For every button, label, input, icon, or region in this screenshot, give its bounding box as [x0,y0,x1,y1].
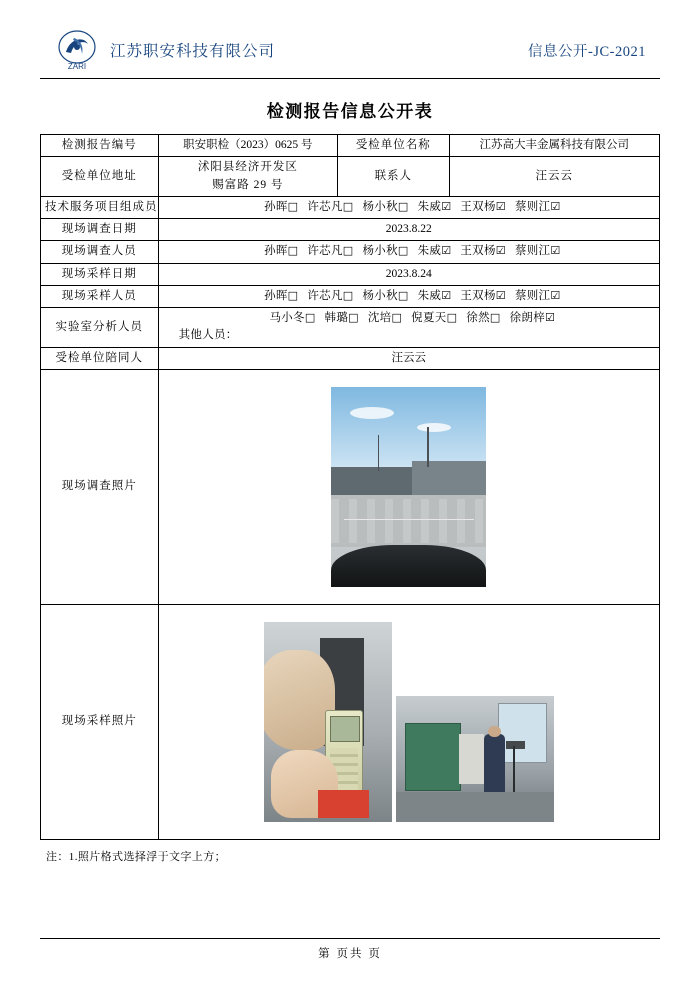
staff-name: 沈培 [367,312,392,324]
checkbox-checked-icon[interactable]: ☑ [441,288,452,302]
table-row [41,285,660,307]
staff-name: 蔡则江 [514,289,551,302]
staff-name: 孙晖 [264,200,288,213]
staff-name: 王双杨 [460,245,496,258]
staff-checkbox-item[interactable] [307,290,353,302]
checkbox-checked-icon[interactable]: ☑ [495,288,506,302]
checkbox-checked-icon[interactable]: ☑ [545,311,556,324]
checkbox-unchecked-icon[interactable]: □ [287,288,299,302]
sampling-date-label: 现场采样日期 [41,263,159,285]
staff-name: 徐然 [466,312,490,324]
lab-staff-label: 实验室分析人员 [41,308,159,348]
accompany-value: 汪云云 [158,347,659,369]
staff-checkbox-item[interactable] [368,312,402,324]
staff-checkbox-item[interactable] [460,290,506,302]
sampling-staff-label: 现场采样人员 [41,285,159,307]
staff-checkbox-item[interactable] [515,290,561,302]
staff-checkbox-item[interactable] [460,201,506,213]
lab-staff-list [179,310,655,327]
address-label: 受检单位地址 [41,157,159,197]
table-row [41,347,660,369]
staff-checkbox-item[interactable] [418,201,452,213]
document-footer [40,938,660,961]
checkbox-unchecked-icon[interactable]: □ [342,288,354,302]
staff-name: 杨小秋 [362,200,398,213]
checkbox-unchecked-icon[interactable]: □ [342,199,354,213]
address-line-2: 赐富路 29 号 [212,178,284,191]
checkbox-checked-icon[interactable]: ☑ [550,288,561,302]
workshop-sampling-photo [396,696,554,822]
sampling-photo-cell [158,604,659,839]
staff-name: 朱威 [417,289,442,302]
staff-checkbox-item[interactable] [362,245,408,257]
checkbox-checked-icon[interactable]: ☑ [495,199,506,213]
lab-staff-cell [158,308,659,348]
report-info-table [40,134,660,840]
checkbox-checked-icon[interactable]: ☑ [550,244,561,258]
staff-name: 许芯凡 [307,289,343,302]
sampling-photo-label: 现场采样照片 [41,604,159,839]
checkbox-unchecked-icon[interactable]: □ [489,311,501,324]
sound-level-meter-photo [264,622,392,822]
client-label: 受检单位名称 [338,135,449,157]
staff-name: 蔡则江 [514,245,551,258]
report-no-label: 检测报告编号 [41,135,159,157]
staff-name: 马小冬 [269,312,305,324]
survey-photo-wrap [165,387,653,587]
staff-checkbox-item[interactable] [515,201,561,213]
contact-label: 联系人 [338,157,449,197]
staff-checkbox-item[interactable] [307,245,353,257]
staff-checkbox-item[interactable] [264,245,298,257]
sampling-date-value: 2023.8.24 [158,263,659,285]
survey-photo-cell [158,369,659,604]
staff-name: 倪夏天 [411,312,447,324]
staff-name: 孙晖 [264,289,288,302]
checkbox-unchecked-icon[interactable]: □ [446,311,458,324]
checkbox-unchecked-icon[interactable]: □ [287,244,299,258]
staff-checkbox-item[interactable] [362,290,408,302]
checkbox-checked-icon[interactable]: ☑ [550,199,561,213]
address-line-1: 沭阳县经济开发区 [197,161,298,174]
report-no-value: 职安职检（2023）0625 号 [158,135,338,157]
staff-name: 杨小秋 [362,245,398,258]
checkbox-checked-icon[interactable]: ☑ [495,244,506,258]
table-row [41,219,660,241]
client-value: 江苏高大丰金属科技有限公司 [449,135,659,157]
staff-checkbox-item[interactable] [307,201,353,213]
staff-name: 王双杨 [460,289,496,302]
address-value [158,157,338,197]
staff-checkbox-item[interactable] [411,312,457,324]
staff-name: 孙晖 [264,245,288,258]
contact-value: 汪云云 [449,157,659,197]
table-note: 注：1.照片格式选择浮于文字上方； [46,850,227,863]
checkbox-checked-icon[interactable]: ☑ [441,244,452,258]
page-title: 检测报告信息公开表 [266,102,434,121]
staff-checkbox-item[interactable] [466,312,500,324]
svg-text:ZARI: ZARI [67,62,87,71]
table-row [41,135,660,157]
checkbox-unchecked-icon[interactable]: □ [304,311,316,324]
staff-name: 徐朗梓 [509,312,545,324]
staff-name: 许芯凡 [307,245,343,258]
staff-checkbox-item[interactable] [269,312,315,324]
staff-checkbox-item[interactable] [325,312,359,324]
staff-checkbox-item[interactable] [460,245,506,257]
survey-staff-label: 现场调查人员 [41,241,159,263]
staff-checkbox-item[interactable] [418,245,452,257]
table-row [41,196,660,218]
checkbox-unchecked-icon[interactable]: □ [348,311,359,324]
survey-photo-label: 现场调查照片 [41,369,159,604]
staff-checkbox-item[interactable] [510,312,556,324]
sampling-staff-cell [158,285,659,307]
document-code: 信息公开-JC-2021 [528,43,646,60]
checkbox-unchecked-icon[interactable]: □ [397,288,409,302]
sampling-photo-wrap [165,622,653,822]
staff-name: 蔡则江 [514,200,551,213]
survey-site-photo [331,387,486,587]
team-members-cell [158,196,659,218]
document-header [40,28,660,79]
staff-name: 朱威 [417,200,442,213]
table-row [41,263,660,285]
page-number: 第 页共 页 [40,938,660,961]
company-logo-icon [54,28,100,72]
staff-checkbox-item[interactable] [362,201,408,213]
company-name: 江苏职安科技有限公司 [110,43,276,60]
checkbox-unchecked-icon[interactable]: □ [342,244,354,258]
accompany-label: 受检单位陪同人 [41,347,159,369]
staff-checkbox-item[interactable] [418,290,452,302]
staff-checkbox-item[interactable] [515,245,561,257]
table-row [41,308,660,348]
staff-checkbox-item[interactable] [264,201,298,213]
checkbox-unchecked-icon[interactable]: □ [397,199,409,213]
checkbox-unchecked-icon[interactable]: □ [287,199,299,213]
staff-name: 韩璐 [324,312,349,324]
survey-date-value: 2023.8.22 [158,219,659,241]
staff-checkbox-item[interactable] [264,290,298,302]
header-left-group [54,28,275,72]
table-row [41,369,660,604]
table-row [41,241,660,263]
checkbox-unchecked-icon[interactable]: □ [397,244,409,258]
other-staff-label: 其他人员： [178,329,238,342]
staff-name: 许芯凡 [307,200,343,213]
checkbox-checked-icon[interactable]: ☑ [441,199,452,213]
staff-name: 王双杨 [460,200,496,213]
staff-name: 杨小秋 [362,289,398,302]
staff-name: 朱威 [417,245,442,258]
survey-date-label: 现场调查日期 [41,219,159,241]
table-row [41,157,660,197]
team-label: 技术服务项目组成员 [41,196,159,218]
survey-staff-cell [158,241,659,263]
checkbox-unchecked-icon[interactable]: □ [391,311,403,324]
table-row [41,604,660,839]
